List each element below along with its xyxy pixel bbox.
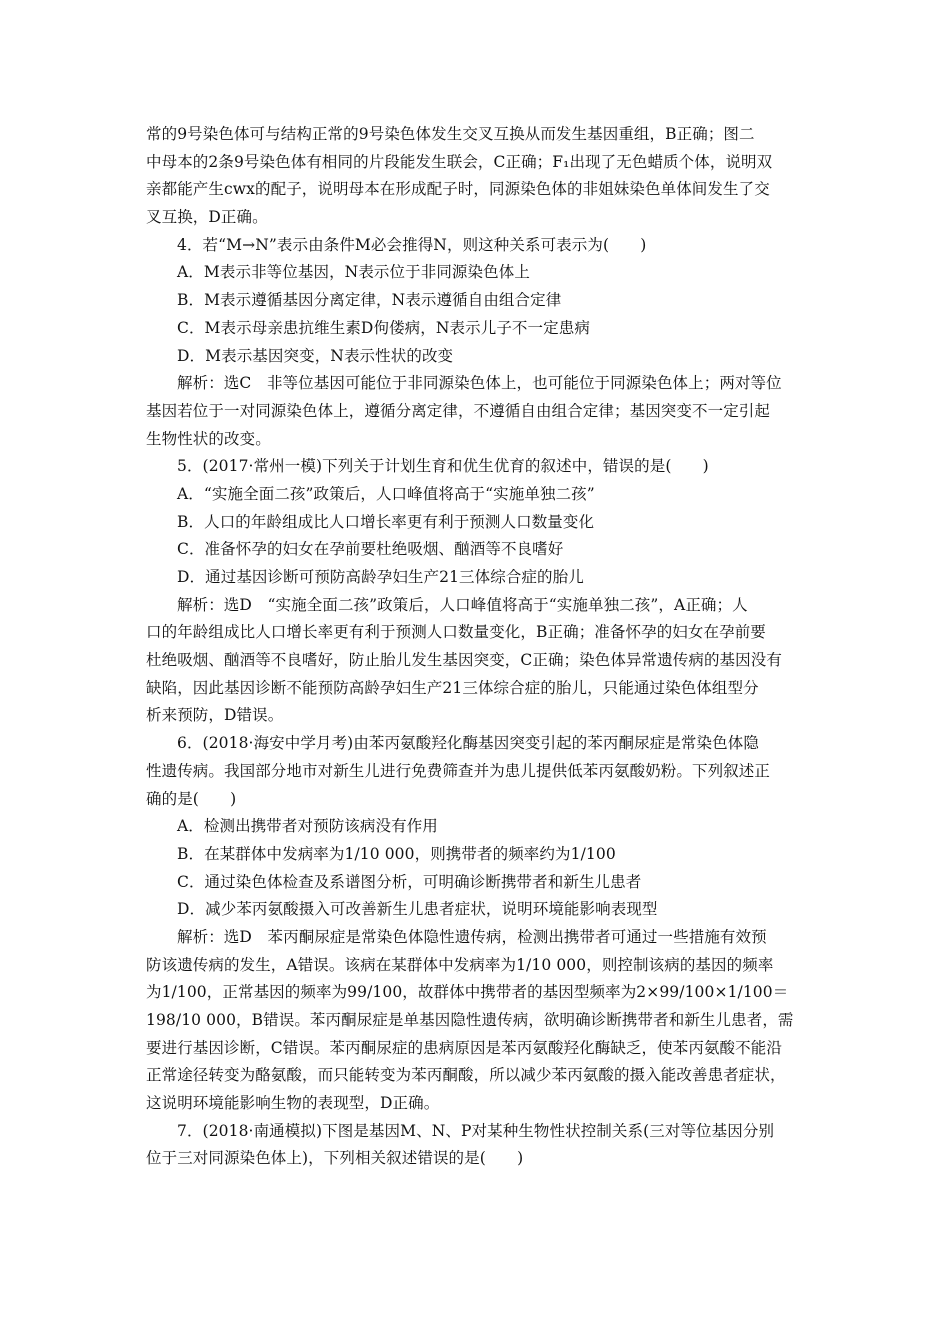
question-text-block (146, 232, 820, 260)
answer-option-block (146, 315, 820, 343)
explanation-text-block (146, 121, 820, 232)
question-text-line: 5．(2017·常州一模)下列关于计划生育和优生优育的叙述中，错误的是( ) (177, 457, 709, 476)
answer-option-block (146, 287, 820, 315)
answer-option-block (146, 896, 820, 924)
answer-option-line: C．通过染色体检查及系谱图分析，可明确诊断携带者和新生儿患者 (177, 872, 642, 891)
answer-option-line: C．M表示母亲患抗维生素D佝偻病，N表示儿子不一定患病 (177, 318, 590, 337)
answer-option-line: B．人口的年龄组成比人口增长率更有利于预测人口数量变化 (177, 512, 595, 531)
answer-option-block (146, 564, 820, 592)
answer-option-line: A．M表示非等位基因，N表示位于非同源染色体上 (177, 263, 530, 282)
answer-explanation-line: 口的年龄组成比人口增长率更有利于预测人口数量变化，B正确；准备怀孕的妇女在孕前要 (146, 623, 766, 642)
answer-explanation-line: 析来预防，D错误。 (146, 706, 284, 725)
answer-option-block (146, 869, 820, 897)
answer-explanation-line: 杜绝吸烟、酗酒等不良嗜好，防止胎儿发生基因突变，C正确；染色体异常遗传病的基因没有 (146, 651, 782, 670)
document-body (146, 121, 820, 1173)
answer-option-line: A．“实施全面二孩”政策后，人口峰值将高于“实施单独二孩” (177, 484, 595, 503)
explanation-text-line: 中母本的2条9号染色体有相同的片段能发生联会，C正确；F₁出现了无色蜡质个体，说明双 (146, 152, 773, 171)
answer-explanation-line: 解析：选D 苯丙酮尿症是常染色体隐性遗传病，检测出携带者可通过一些措施有效预 (177, 927, 767, 946)
answer-option-line: A．检测出携带者对预防该病没有作用 (177, 817, 438, 836)
answer-option-block (146, 536, 820, 564)
answer-explanation-block (146, 370, 820, 453)
question-text-line: 位于三对同源染色体上)，下列相关叙述错误的是( ) (146, 1149, 524, 1168)
answer-explanation-line: 基因若位于一对同源染色体上，遵循分离定律，不遵循自由组合定律；基因突变不一定引起 (146, 401, 771, 420)
question-text-line: 4．若“M→N”表示由条件M必会推得N，则这种关系可表示为( ) (177, 235, 647, 254)
answer-option-line: C．准备怀孕的妇女在孕前要杜绝吸烟、酗酒等不良嗜好 (177, 540, 564, 559)
answer-explanation-line: 缺陷，因此基因诊断不能预防高龄孕妇生产21三体综合症的胎儿，只能通过染色体组型分 (146, 678, 759, 697)
answer-explanation-block (146, 924, 820, 1118)
answer-explanation-line: 解析：选D “实施全面二孩”政策后，人口峰值将高于“实施单独二孩”，A正确；人 (177, 595, 748, 614)
answer-explanation-line: 要进行基因诊断，C错误。苯丙酮尿症的患病原因是苯丙氨酸羟化酶缺乏，使苯丙氨酸不能沿 (146, 1038, 782, 1057)
answer-explanation-line: 这说明环境能影响生物的表现型，D正确。 (146, 1094, 440, 1113)
answer-explanation-block (146, 592, 820, 730)
answer-option-block (146, 259, 820, 287)
question-text-line: 7．(2018·南通模拟)下图是基因M、N、P对某种生物性状控制关系(三对等位基因分别 (177, 1121, 775, 1140)
answer-option-line: D．通过基因诊断可预防高龄孕妇生产21三体综合症的胎儿 (177, 568, 584, 586)
explanation-text-line: 常的9号染色体可与结构正常的9号染色体发生交叉互换从而发生基因重组，B正确；图二 (146, 125, 755, 143)
explanation-text-line: 叉互换，D正确。 (146, 208, 268, 227)
answer-option-block (146, 813, 820, 841)
question-text-block (146, 730, 820, 813)
answer-option-line: B．在某群体中发病率为1/10 000，则携带者的频率约为1/100 (177, 844, 616, 863)
question-text-line: 性遗传病。我国部分地市对新生儿进行免费筛查并为患儿提供低苯丙氨酸奶粉。下列叙述正 (146, 761, 771, 780)
answer-explanation-line: 正常途径转变为酪氨酸，而只能转变为苯丙酮酸，所以减少苯丙氨酸的摄入能改善患者症状， (146, 1066, 786, 1085)
answer-option-line: D．M表示基因突变，N表示性状的改变 (177, 346, 454, 365)
explanation-text-line: 亲都能产生cwx的配子，说明母本在形成配子时，同源染色体的非姐妹染色单体间发生了交 (146, 180, 770, 199)
answer-explanation-line: 198/10 000，B错误。苯丙酮尿症是单基因隐性遗传病，欲明确诊断携带者和新生儿患者，需 (146, 1011, 794, 1029)
answer-option-line: D．减少苯丙氨酸摄入可改善新生儿患者症状，说明环境能影响表现型 (177, 900, 658, 919)
answer-option-block (146, 343, 820, 371)
answer-explanation-line: 解析：选C 非等位基因可能位于非同源染色体上，也可能位于同源染色体上；两对等位 (177, 374, 782, 393)
answer-option-block (146, 481, 820, 509)
question-text-line: 确的是( ) (146, 789, 237, 808)
answer-explanation-line: 生物性状的改变。 (146, 429, 271, 448)
question-text-block (146, 453, 820, 481)
answer-option-line: B．M表示遵循基因分离定律，N表示遵循自由组合定律 (177, 291, 562, 310)
answer-option-block (146, 841, 820, 869)
question-text-block (146, 1118, 820, 1173)
answer-explanation-line: 防该遗传病的发生，A错误。该病在某群体中发病率为1/10 000，则控制该病的基因的频率 (146, 955, 774, 974)
answer-explanation-line: 为1/100，正常基因的频率为99/100，故群体中携带者的基因型频率为2×99/100×1/100＝ (146, 983, 789, 1002)
answer-option-block (146, 509, 820, 537)
question-text-line: 6．(2018·海安中学月考)由苯丙氨酸羟化酶基因突变引起的苯丙酮尿症是常染色体隐 (177, 734, 759, 753)
